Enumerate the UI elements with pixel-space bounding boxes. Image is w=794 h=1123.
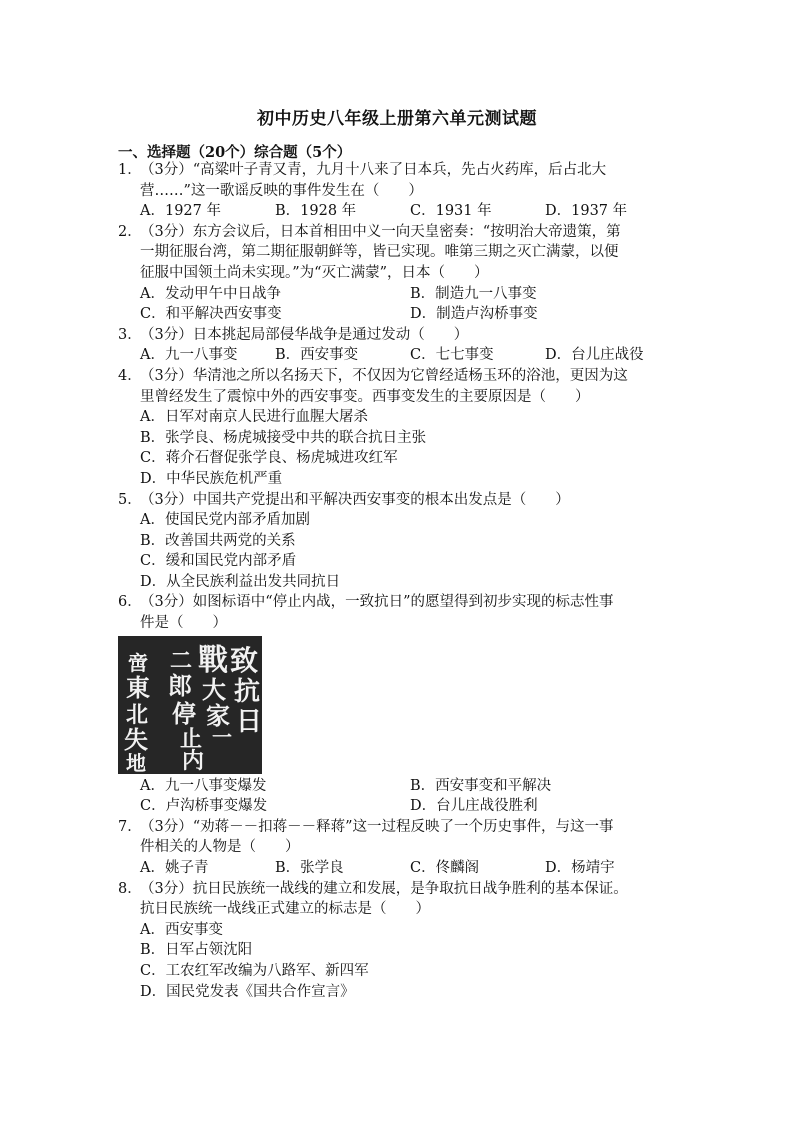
slogan-char: 止	[180, 725, 203, 752]
question-stem	[140, 592, 688, 633]
option-c[interactable]: C．缓和国民党内部矛盾	[140, 553, 297, 570]
option-c[interactable]: C．卢沟桥事变爆发	[140, 798, 268, 815]
option-a[interactable]: A．九一八事变	[140, 347, 238, 364]
stem-line: 里曾经发生了震惊中外的西安事变。西事变发生的主要原因是（ ）	[140, 388, 590, 405]
option-a[interactable]: A．日军对南京人民进行血腥大屠杀	[140, 409, 368, 426]
page-title: 初中历史八年级上册第六单元测试题	[257, 109, 537, 129]
stem-line: 件相关的人物是（ ）	[140, 839, 300, 856]
slogan-char: 一	[212, 724, 232, 749]
slogan-char: 停	[172, 698, 196, 728]
slogan-char: 戰	[198, 642, 228, 678]
stem-line: 抗日民族统一战线正式建立的标志是（ ）	[140, 901, 430, 918]
stem-line: （3分）日本挑起局部侵华战争是通过发动（ ）	[140, 326, 469, 343]
stem-line: （3分）华清池之所以名扬天下，不仅因为它曾经适杨玉环的浴池，更因为这	[140, 367, 628, 384]
question-stem	[140, 366, 688, 407]
option-d[interactable]: D．杨靖宇	[545, 860, 615, 877]
option-d[interactable]: D．制造卢沟桥事变	[410, 306, 538, 323]
slogan-char: 致	[230, 643, 259, 677]
question-number: 1．	[118, 162, 142, 178]
slogan-char: 啻	[128, 650, 148, 675]
stem-line: 一期征服台湾，第二期征服朝鲜等，皆已实现。唯第三期之灭亡满蒙，以便	[140, 244, 619, 261]
option-a[interactable]: A．发动甲午中日战争	[140, 285, 281, 302]
slogan-char: 郎	[168, 670, 192, 700]
question-7	[118, 817, 688, 879]
question-8	[118, 879, 688, 1003]
option-d[interactable]: D．从全民族利益出发共同抗日	[140, 573, 341, 590]
stem-line: 征服中国领土尚未实现。”为“灭亡满蒙”，日本（ ）	[140, 264, 489, 281]
stem-line: 营……”这一歌谣反映的事件发生在（ ）	[140, 182, 423, 199]
option-b[interactable]: B．改善国共两党的关系	[140, 532, 296, 549]
question-number: 2．	[118, 223, 142, 240]
slogan-char: 二	[170, 647, 193, 674]
question-number: 6．	[118, 594, 142, 611]
option-a[interactable]: A．1927 年	[140, 203, 221, 220]
option-a[interactable]: A．九一八事变爆发	[140, 777, 267, 794]
question-number: 8．	[118, 880, 142, 897]
option-c[interactable]: C．和平解决西安事变	[140, 306, 282, 323]
option-b[interactable]: B．日军占领沈阳	[140, 942, 253, 959]
option-b[interactable]: B．张学良	[275, 860, 344, 877]
option-b[interactable]: B．1928 年	[275, 203, 357, 220]
option-c[interactable]: C．工农红军改编为八路军、新四军	[140, 963, 369, 979]
question-stem	[140, 879, 688, 920]
option-b[interactable]: B．制造九一八事变	[410, 285, 537, 302]
option-c[interactable]: C．佟麟阁	[410, 860, 480, 877]
question-stem	[140, 817, 688, 858]
question-number: 4．	[118, 367, 142, 384]
option-b[interactable]: B．西安事变	[275, 347, 359, 364]
question-1	[118, 160, 688, 222]
question-stem	[140, 160, 688, 201]
slogan-char: 北	[126, 701, 149, 728]
slogan-char: 日	[236, 706, 262, 737]
stem-line: （3分）“高粱叶子青又青，九月十八来了日本兵，先占火药库，后占北大	[140, 162, 607, 178]
stem-line: （3分）“劝蒋－－扣蒋－－释蒋”这一过程反映了一个历史事件，与这一事	[140, 818, 614, 835]
option-b[interactable]: B．西安事变和平解决	[410, 777, 552, 794]
question-2	[118, 222, 688, 325]
question-list	[118, 160, 688, 1002]
option-a[interactable]: A．姚子青	[140, 860, 209, 877]
slogan-char: 家	[206, 700, 230, 730]
option-d[interactable]: D．台儿庄战役	[545, 347, 644, 364]
option-c[interactable]: C．1931 年	[410, 203, 492, 220]
option-d[interactable]: D．中华民族危机严重	[140, 470, 283, 487]
stem-line: （3分）中国共产党提出和平解决西安事变的根本出发点是（ ）	[140, 491, 570, 508]
stem-line: （3分）如图标语中“停止内战，一致抗日”的愿望得到初步实现的标志性事	[140, 594, 614, 611]
option-d[interactable]: D．台儿庄战役胜利	[410, 798, 538, 815]
slogan-char: 内	[182, 747, 205, 774]
stem-line: （3分）东方会议后，日本首相田中义一向天皇密奏：“按明治大帝遗策，第	[140, 223, 621, 240]
slogan-image	[118, 636, 262, 774]
option-d[interactable]: D．国民党发表《国共合作宣言》	[140, 983, 355, 1000]
stem-line: 件是（ ）	[140, 615, 227, 632]
option-d[interactable]: D．1937 年	[545, 203, 628, 220]
option-c[interactable]: C．蒋介石督促张学良、杨虎城进攻红军	[140, 450, 398, 467]
question-number: 7．	[118, 818, 142, 835]
slogan-char: 地	[126, 750, 146, 774]
question-stem	[140, 325, 688, 346]
stem-line: （3分）抗日民族统一战线的建立和发展，是争取抗日战争胜利的基本保证。	[140, 880, 628, 897]
slogan-char: 東	[126, 672, 150, 702]
section-heading: 一、选择题（20个）综合题（5个）	[118, 144, 352, 161]
option-b[interactable]: B．张学良、杨虎城接受中共的联合抗日主张	[140, 429, 427, 446]
question-number: 3．	[118, 326, 142, 343]
slogan-char: 失	[124, 724, 148, 754]
slogan-photo	[118, 636, 262, 774]
option-a[interactable]: A．使国民党内部矛盾加剧	[140, 512, 310, 529]
question-stem	[140, 490, 688, 511]
question-4	[118, 366, 688, 490]
question-number: 5．	[118, 491, 142, 508]
option-c[interactable]: C．七七事变	[410, 347, 494, 364]
question-3	[118, 325, 688, 366]
option-a[interactable]: A．西安事变	[140, 921, 223, 938]
slogan-char: 大	[202, 674, 226, 704]
slogan-char: 抗	[234, 676, 261, 707]
question-stem	[140, 222, 688, 284]
question-6	[118, 592, 688, 816]
question-5	[118, 490, 688, 593]
